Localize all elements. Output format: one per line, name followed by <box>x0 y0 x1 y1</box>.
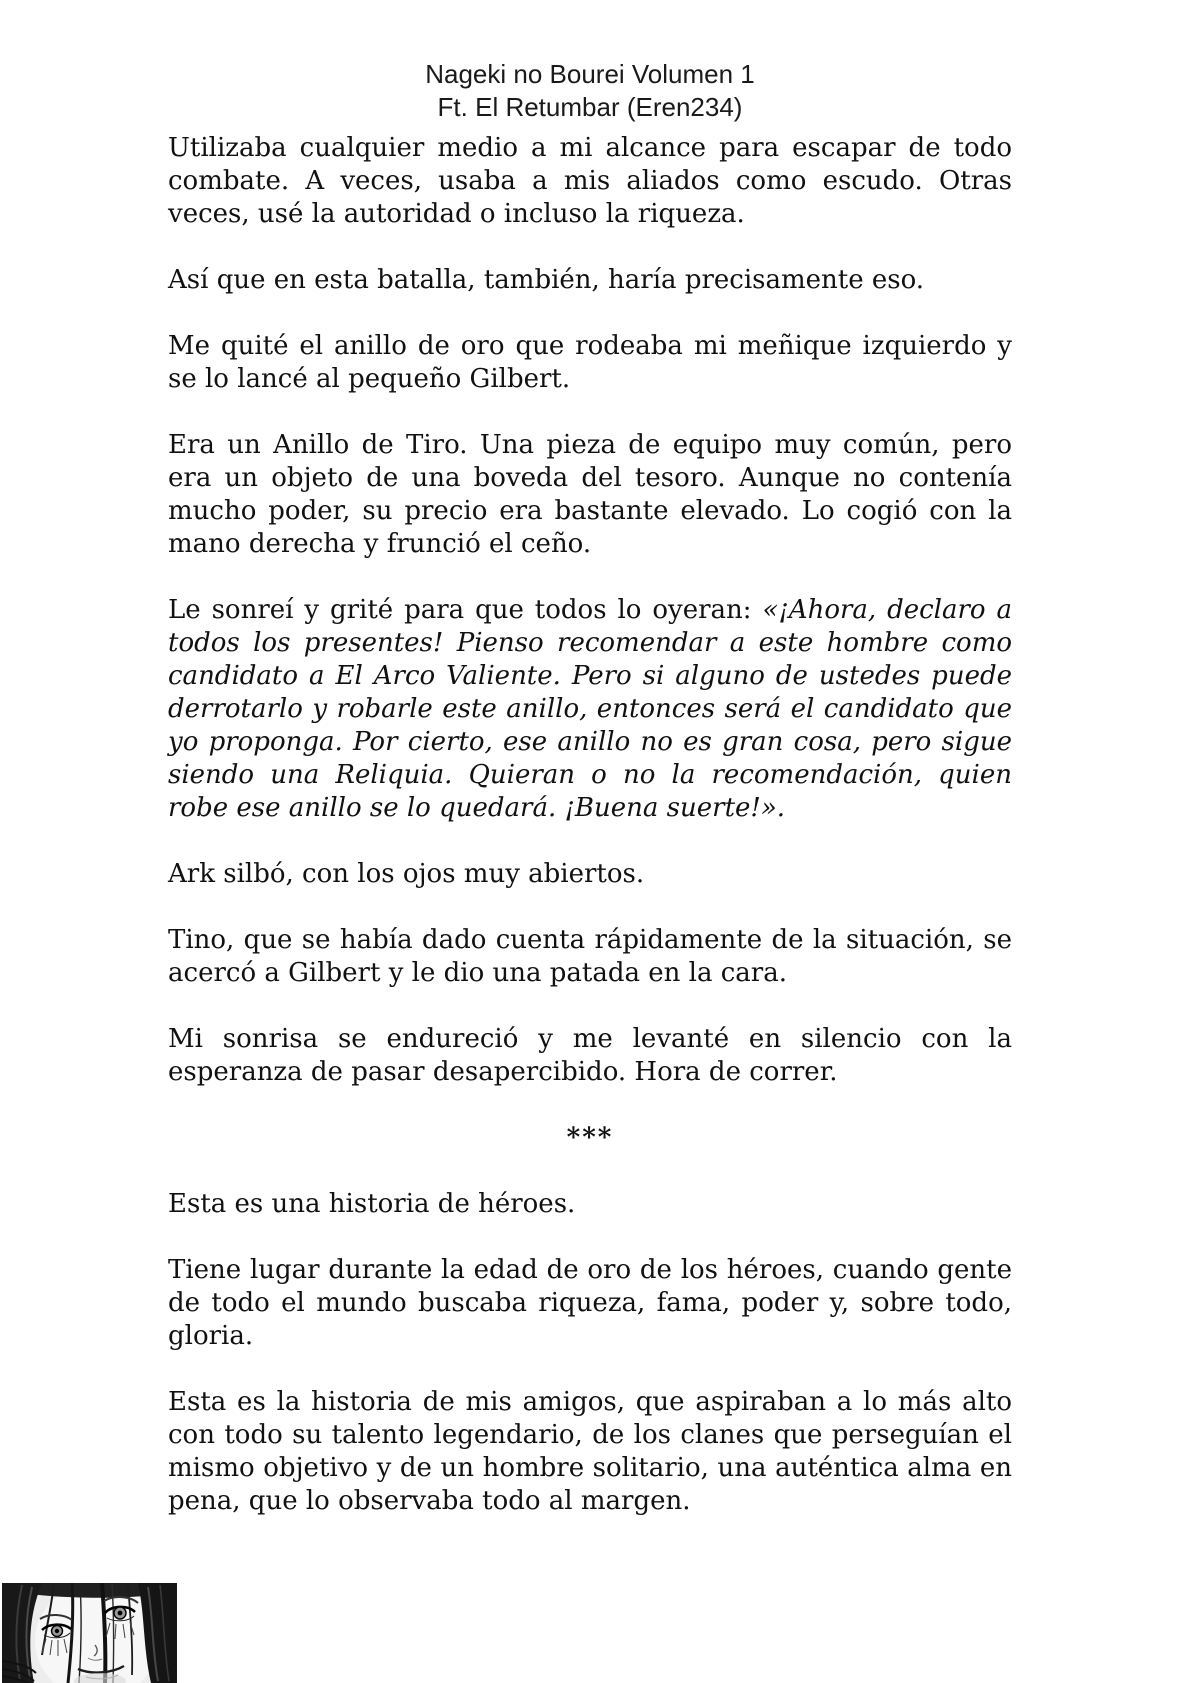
paragraph-text: Me quité el anillo de oro que rodeaba mi meñique izquierdo y se lo lancé al pequeño Gilbert. <box>168 331 1012 394</box>
paragraph <box>168 429 1012 561</box>
paragraph-text: Ark silbó, con los ojos muy abiertos. <box>168 859 645 889</box>
section-separator <box>168 1122 1012 1155</box>
paragraph-text: Esta es una historia de héroes. <box>168 1189 576 1219</box>
paragraph <box>168 1188 1012 1221</box>
paragraph <box>168 858 1012 891</box>
document-title: Nageki no Bourei Volumen 1 <box>425 59 755 89</box>
paragraph <box>168 594 1012 825</box>
paragraph-text: Tiene lugar durante la edad de oro de los héroes, cuando gente de todo el mundo buscaba riqueza, fama, poder y, sobre todo, gloria. <box>168 1255 1012 1351</box>
paragraph <box>168 264 1012 297</box>
paragraph-text: Tino, que se había dado cuenta rápidamente de la situación, se acercó a Gilbert y le dio una patada en la cara. <box>168 925 1012 988</box>
paragraph-text: Esta es la historia de mis amigos, que aspiraban a lo más alto con todo su talento legendario, de los clanes que perseguían el mismo objetivo y de un hombre solitario, una auténtica alma en pena, que lo observaba todo al margen. <box>168 1387 1012 1516</box>
paragraph-text: *** <box>566 1123 614 1153</box>
paragraph <box>168 1386 1012 1518</box>
paragraph <box>168 330 1012 396</box>
document-header <box>168 58 1012 124</box>
paragraph-text: Utilizaba cualquier medio a mi alcance para escapar de todo combate. A veces, usaba a mis aliados como escudo. Otras veces, usé la autoridad o incluso la riqueza. <box>168 133 1012 229</box>
manga-portrait-image <box>2 1583 177 1683</box>
document-body <box>168 132 1012 1518</box>
paragraph-text: Así que en esta batalla, también, haría precisamente eso. <box>168 265 925 295</box>
paragraph-text: Le sonreí y grité para que todos lo oyeran: <box>168 595 763 625</box>
paragraph <box>168 924 1012 990</box>
paragraph <box>168 1254 1012 1353</box>
document-subtitle: Ft. El Retumbar (Eren234) <box>437 92 743 122</box>
paragraph <box>168 1023 1012 1089</box>
paragraph-text-italic: «¡Ahora, declaro a todos los presentes! Pienso recomendar a este hombre como candidato a El Arco Valiente. Pero si alguno de ustedes puede derrotarlo y robarle este anillo, entonces será el candidato que yo proponga. Por cierto, ese anillo no es gran cosa, pero sigue siendo una Reliquia. Quieran o no la recomendación, quien robe ese anillo se lo quedará. ¡Buena suerte!». <box>168 595 1012 823</box>
paragraph <box>168 132 1012 231</box>
paragraph-text: Era un Anillo de Tiro. Una pieza de equipo muy común, pero era un objeto de una boveda del tesoro. Aunque no contenía mucho poder, su precio era bastante elevado. Lo cogió con la mano derecha y frunció el ceño. <box>168 430 1012 559</box>
paragraph-text: Mi sonrisa se endureció y me levanté en silencio con la esperanza de pasar desapercibido. Hora de correr. <box>168 1024 1012 1087</box>
